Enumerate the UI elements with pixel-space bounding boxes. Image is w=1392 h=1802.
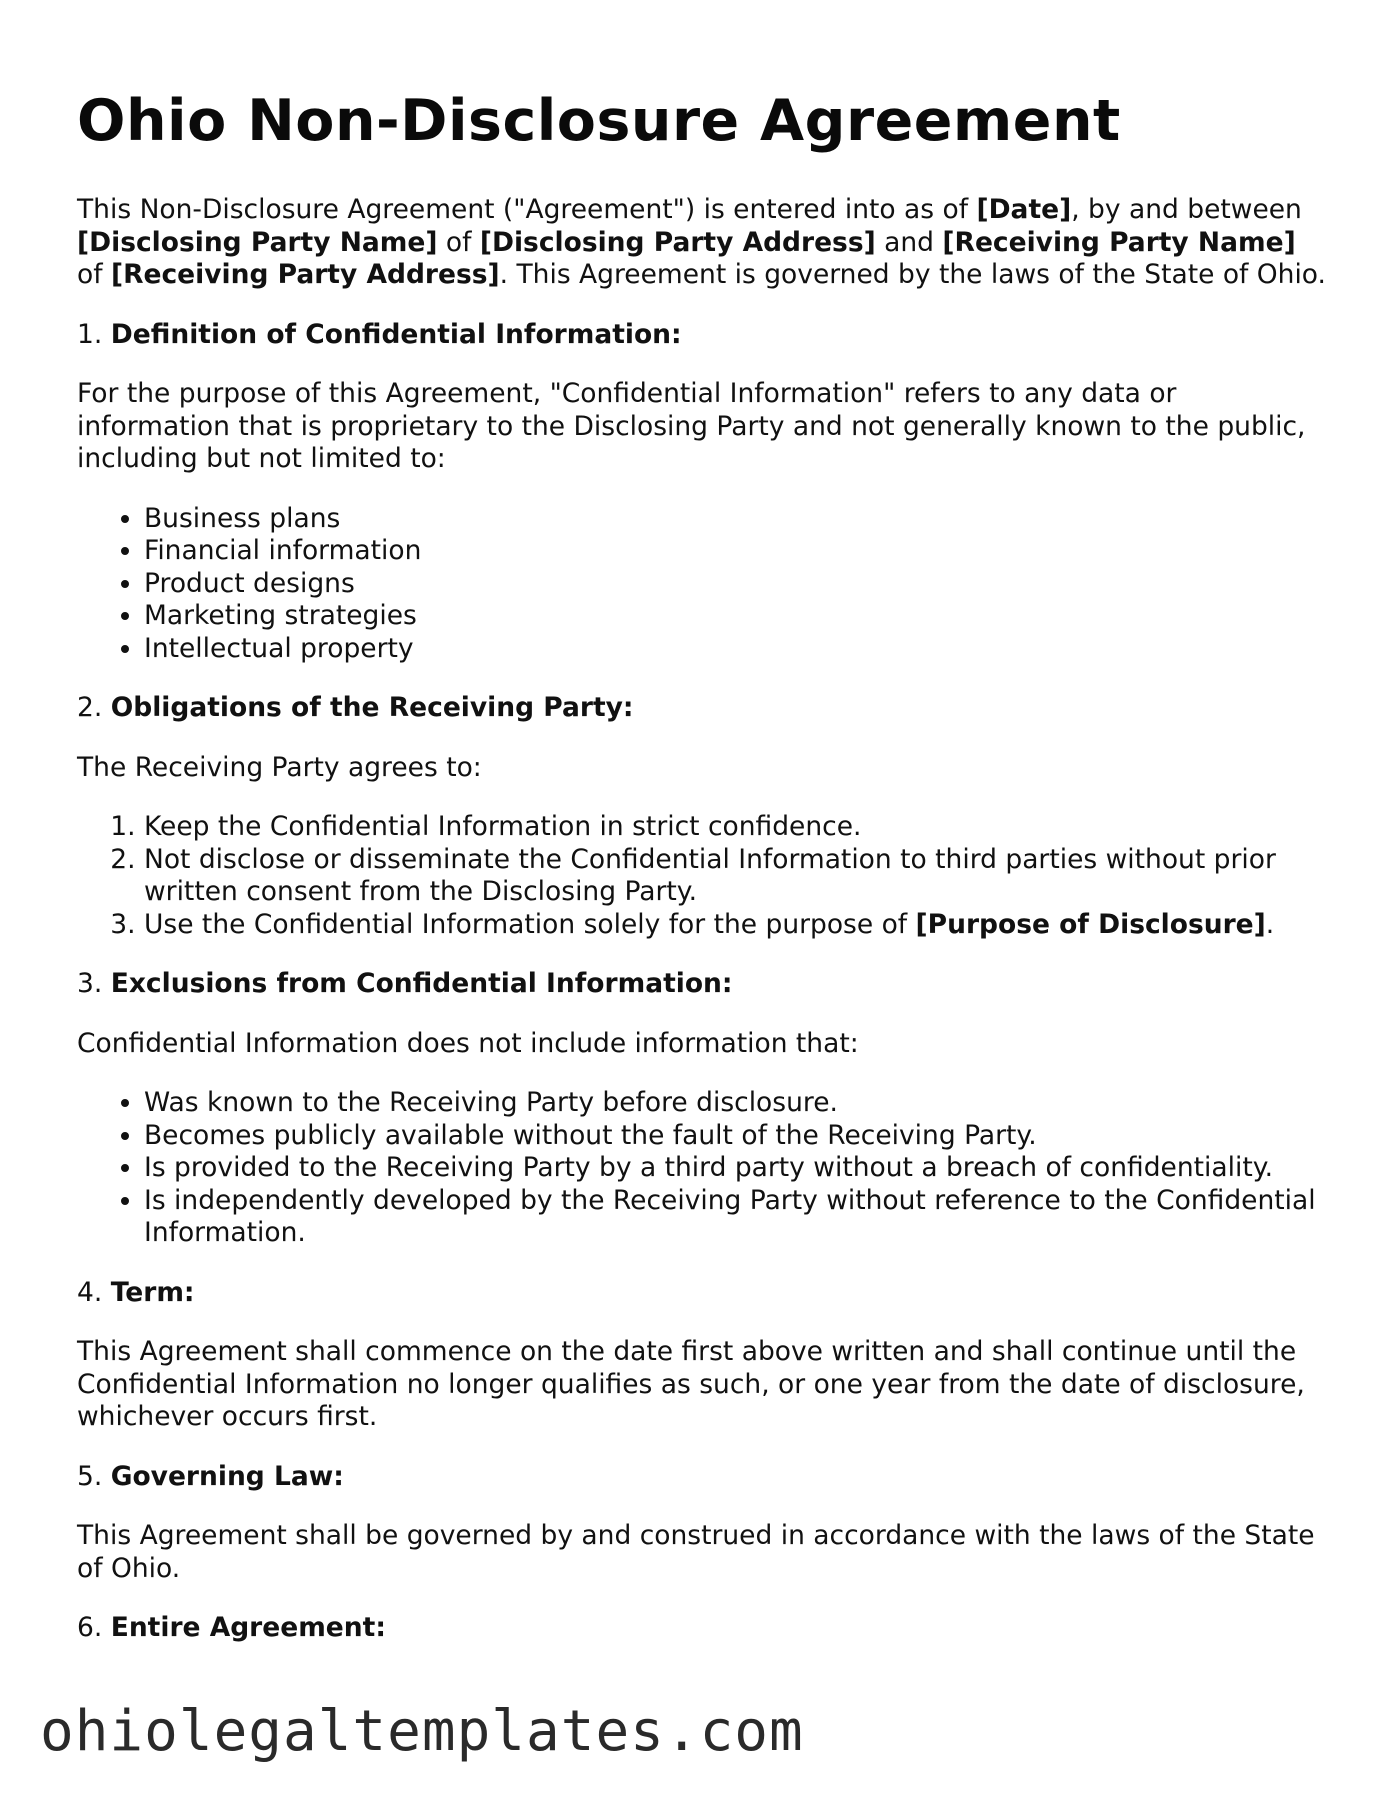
section-body: Confidential Information does not include information that: — [77, 1027, 859, 1059]
section-title: Governing Law: — [110, 1460, 344, 1492]
receiving-party-address-placeholder: [Receiving Party Address] — [110, 259, 500, 290]
intro-text: of — [77, 259, 111, 290]
intro-text: of — [437, 226, 480, 258]
section-title: Entire Agreement: — [110, 1612, 386, 1643]
document-title: Ohio Non-Disclosure Agreement — [77, 88, 1121, 154]
section-number: 4. — [77, 1276, 111, 1308]
list-item: 1. Keep the Confidential Information in strict confidence. — [144, 811, 1327, 844]
obligations-list — [77, 811, 1327, 941]
confidential-info-list — [77, 503, 1327, 666]
intro-text: This Non-Disclosure Agreement ("Agreement") is entered into as of — [77, 194, 977, 225]
intro-text: . This Agreement is governed by the laws of the State of Ohio. — [499, 259, 1326, 290]
disclosing-party-address-placeholder: [Disclosing Party Address] — [479, 226, 876, 258]
section-heading — [77, 319, 1327, 352]
section-heading — [77, 968, 1327, 1001]
intro-text: , by and between — [1071, 194, 1302, 225]
list-item: • Becomes publicly available without the fault of the Receiving Party. — [144, 1120, 1327, 1153]
list-item: • Marketing strategies — [144, 600, 1327, 633]
section-number: 1. — [77, 318, 111, 350]
section-number: 3. — [77, 968, 111, 999]
list-item: • Intellectual property — [144, 633, 1327, 666]
section-number: 6. — [77, 1612, 111, 1643]
section-body: This Agreement shall commence on the date first above written and shall continue until the Confidential Information no longer qualifies as such, or one year from the date of disclosure, whichever occurs first. — [77, 1336, 1305, 1432]
exclusions-list — [77, 1087, 1327, 1250]
list-item: • Business plans — [144, 503, 1327, 536]
section-body: The Receiving Party agrees to: — [77, 751, 482, 783]
date-placeholder: [Date] — [976, 194, 1072, 225]
section-heading — [77, 692, 1327, 725]
section-heading — [77, 1277, 1327, 1310]
list-item-text: . — [1265, 908, 1275, 940]
disclosing-party-name-placeholder: [Disclosing Party Name] — [77, 226, 438, 258]
list-item — [144, 909, 1327, 942]
list-item: 2. Not disclose or disseminate the Confidential Information to third parties without prior written consent from the Disclosing Party. — [144, 844, 1327, 909]
site-watermark: ohiolegaltemplates.com — [40, 1699, 804, 1764]
section-body: This Agreement shall be governed by and construed in accordance with the laws of the State of Ohio. — [77, 1520, 1315, 1584]
list-item: • Product designs — [144, 568, 1327, 601]
document-page — [77, 86, 1327, 1672]
section-number: 5. — [77, 1460, 111, 1492]
section-heading — [77, 1612, 1327, 1645]
list-item-text: Use the Confidential Information solely for the purpose of — [144, 908, 916, 940]
list-item: • Is independently developed by the Receiving Party without reference to the Confidential Information. — [144, 1185, 1327, 1250]
list-item: • Was known to the Receiving Party before disclosure. — [144, 1087, 1327, 1120]
section-heading — [77, 1461, 1327, 1494]
section-title: Term: — [110, 1276, 195, 1308]
list-item: • Financial information — [144, 535, 1327, 568]
section-title: Obligations of the Receiving Party: — [110, 692, 634, 723]
intro-paragraph — [77, 194, 1327, 292]
section-title: Definition of Confidential Information: — [110, 318, 682, 350]
section-number: 2. — [77, 692, 111, 723]
receiving-party-name-placeholder: [Receiving Party Name] — [942, 226, 1296, 258]
intro-text: and — [875, 226, 943, 258]
purpose-placeholder: [Purpose of Disclosure] — [915, 908, 1266, 940]
section-body: For the purpose of this Agreement, "Confidential Information" refers to any data or information that is proprietary to the Disclosing Party and not generally known to the public, including but not limited to: — [77, 378, 1306, 474]
list-item: • Is provided to the Receiving Party by a third party without a breach of confidentiality. — [144, 1152, 1327, 1185]
section-title: Exclusions from Confidential Information: — [110, 968, 733, 999]
